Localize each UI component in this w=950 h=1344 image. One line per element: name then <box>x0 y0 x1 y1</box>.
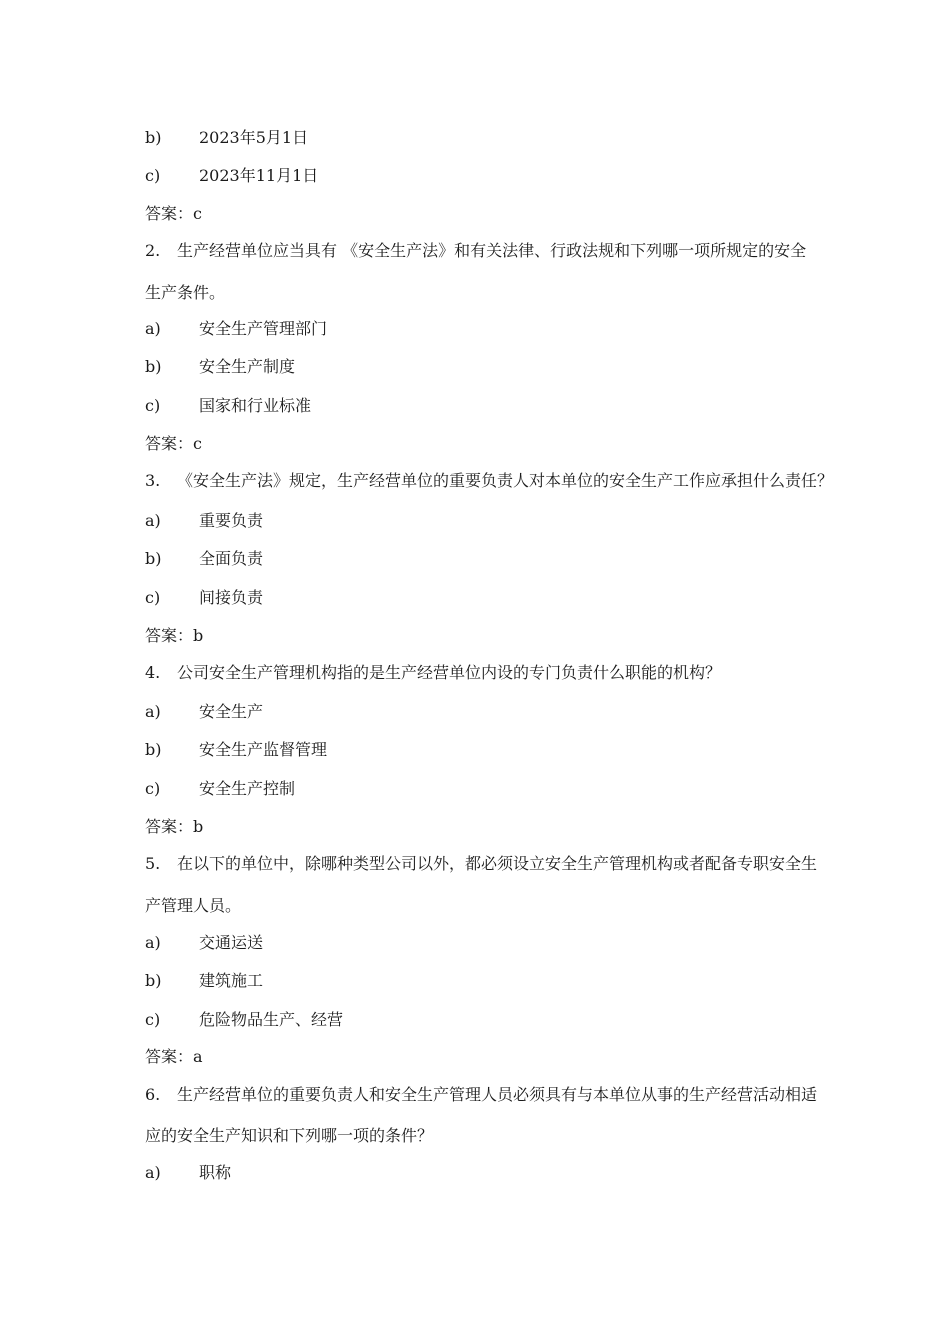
option-text: 2023年11月1日 <box>199 166 319 185</box>
q3-option-b <box>145 549 263 569</box>
option-letter: c) <box>145 1010 161 1029</box>
q5-option-c <box>145 1010 343 1030</box>
option-text: 2023年5月1日 <box>199 128 309 147</box>
question-text: 《安全生产法》规定，生产经营单位的重要负责人对本单位的安全生产工作应承担什么责任？ <box>177 471 834 490</box>
q2-option-a <box>145 319 327 339</box>
q3-option-a <box>145 511 263 531</box>
q3-option-c <box>145 588 263 608</box>
option-b-prev <box>145 128 308 148</box>
option-letter: a) <box>145 702 161 721</box>
option-text: 安全生产监督管理 <box>199 740 328 759</box>
option-text: 重要负责 <box>199 511 264 530</box>
question-6-cont: 应的安全生产知识和下列哪一项的条件？ <box>145 1126 434 1145</box>
q5-option-b <box>145 971 263 991</box>
q5-answer: 答案：a <box>145 1047 203 1066</box>
q2-answer: 答案：c <box>145 434 202 453</box>
option-letter: b) <box>145 128 162 147</box>
q2-option-b <box>145 357 295 377</box>
option-letter: b) <box>145 357 162 376</box>
option-text: 国家和行业标准 <box>199 396 312 415</box>
option-letter: b) <box>145 740 162 759</box>
option-text: 安全生产制度 <box>199 357 296 376</box>
question-4 <box>145 663 721 683</box>
option-text: 安全生产控制 <box>199 779 296 798</box>
option-text: 间接负责 <box>199 588 264 607</box>
question-text: 在以下的单位中，除哪种类型公司以外，都必须设立安全生产管理机构或者配备专职安全生 <box>177 854 818 873</box>
option-c-prev <box>145 166 318 186</box>
option-text: 交通运送 <box>199 933 264 952</box>
option-text: 职称 <box>199 1163 232 1182</box>
q4-option-c <box>145 779 295 799</box>
option-text: 危险物品生产、经营 <box>199 1010 344 1029</box>
option-letter: c) <box>145 588 161 607</box>
option-letter: a) <box>145 511 161 530</box>
q6-option-a <box>145 1163 231 1183</box>
option-letter: b) <box>145 549 162 568</box>
question-6 <box>145 1085 817 1105</box>
option-text: 安全生产 <box>199 702 264 721</box>
option-text: 建筑施工 <box>199 971 264 990</box>
q4-answer: 答案：b <box>145 817 204 836</box>
question-text: 生产经营单位的重要负责人和安全生产管理人员必须具有与本单位从事的生产经营活动相适 <box>177 1085 818 1104</box>
question-number: 4. <box>145 663 161 682</box>
question-number: 5. <box>145 854 161 873</box>
question-text: 生产经营单位应当具有 《安全生产法》和有关法律、行政法规和下列哪一项所规定的安全 <box>177 241 807 260</box>
q4-option-a <box>145 702 263 722</box>
q4-option-b <box>145 740 327 760</box>
option-letter: a) <box>145 319 161 338</box>
option-letter: a) <box>145 933 161 952</box>
question-number: 6. <box>145 1085 161 1104</box>
option-letter: a) <box>145 1163 161 1182</box>
question-text: 公司安全生产管理机构指的是生产经营单位内设的专门负责什么职能的机构？ <box>177 663 722 682</box>
question-5 <box>145 854 817 874</box>
option-letter: b) <box>145 971 162 990</box>
q5-option-a <box>145 933 263 953</box>
q2-option-c <box>145 396 311 416</box>
question-number: 3. <box>145 471 161 490</box>
question-3 <box>145 471 833 491</box>
question-number: 2. <box>145 241 161 260</box>
option-text: 安全生产管理部门 <box>199 319 328 338</box>
option-letter: c) <box>145 779 161 798</box>
option-text: 全面负责 <box>199 549 264 568</box>
q3-answer: 答案：b <box>145 626 204 645</box>
question-5-cont: 产管理人员。 <box>145 896 242 915</box>
answer-prev: 答案：c <box>145 204 202 223</box>
question-2 <box>145 241 806 261</box>
option-letter: c) <box>145 166 161 185</box>
question-2-cont: 生产条件。 <box>145 283 226 302</box>
option-letter: c) <box>145 396 161 415</box>
